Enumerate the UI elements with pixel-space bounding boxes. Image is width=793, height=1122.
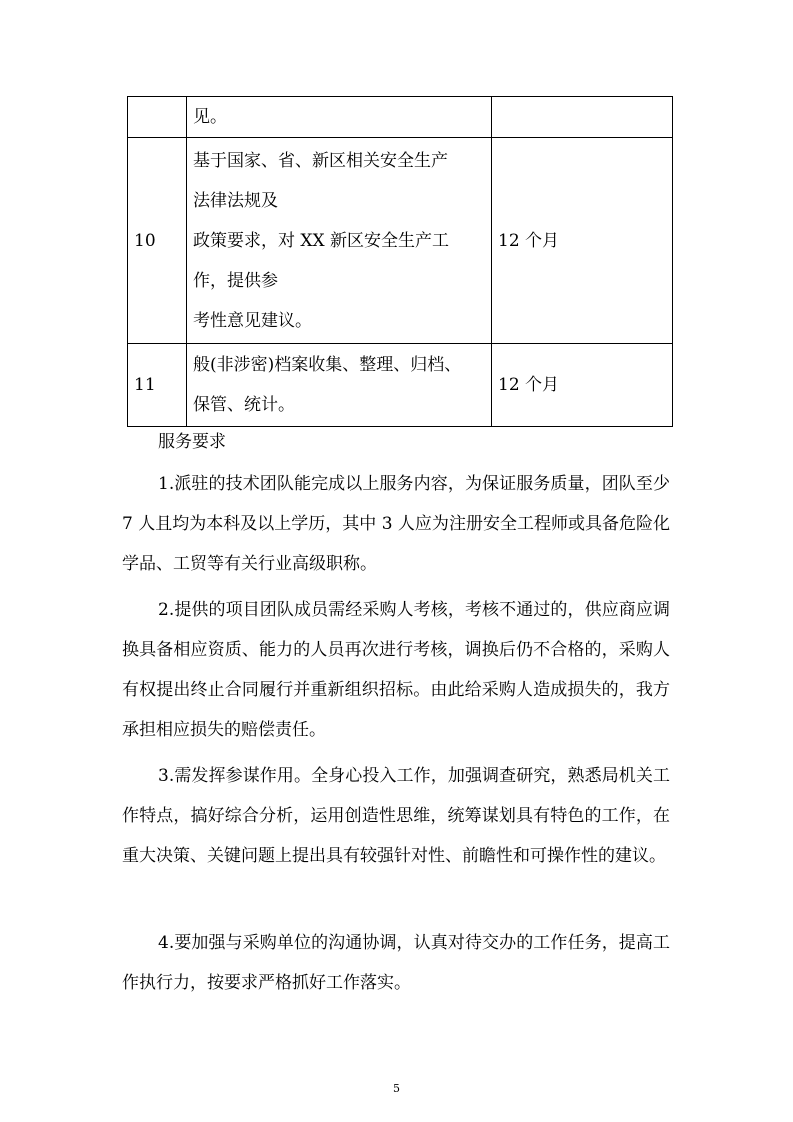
content-line: 政策要求，对 XX 新区安全生产工 [193, 230, 450, 251]
page-number: 5 [393, 1082, 400, 1095]
row-number-cell [128, 97, 187, 138]
content-line: 基于国家、省、新区相关安全生产 [193, 150, 448, 171]
table-row [128, 344, 673, 427]
table-row [128, 138, 673, 344]
row-duration-cell [492, 97, 673, 138]
row-number-cell: 11 [128, 344, 187, 427]
content-line: 般(非涉密)档案收集、整理、归档、 [193, 355, 462, 375]
content-line: 考性意见建议。 [193, 310, 312, 331]
service-table [127, 96, 673, 427]
paragraph-3: 3.需发挥参谋作用。全身心投入工作，加强调查研究，熟悉局机关工作特点，搞好综合分析，运用创造性思维，统筹谋划具有特色的工作，在重大决策、关键问题上提出具有较强针对性、前瞻性和可操作性的建议。 [122, 766, 670, 866]
table-row [128, 97, 673, 138]
row-content-cell [187, 97, 492, 138]
row-duration-cell: 12 个月 [492, 138, 673, 344]
content-line: 作，提供参 [193, 270, 278, 291]
row-content-cell [187, 344, 492, 427]
row-content-cell [187, 138, 492, 344]
row-duration-cell: 12 个月 [492, 344, 673, 427]
row-number-cell: 10 [128, 138, 187, 344]
paragraph-1: 1.派驻的技术团队能完成以上服务内容，为保证服务质量，团队至少 7 人且均为本科及以上学历，其中 3 人应为注册安全工程师或具备危险化学品、工贸等有关行业高级职称。 [122, 474, 670, 574]
section-heading: 服务要求 [158, 432, 226, 452]
paragraph-4: 4.要加强与采购单位的沟通协调，认真对待交办的工作任务，提高工作执行力，按要求严格抓好工作落实。 [122, 933, 670, 993]
paragraph-2: 2.提供的项目团队成员需经采购人考核，考核不通过的，供应商应调换具备相应资质、能力的人员再次进行考核，调换后仍不合格的，采购人有权提出终止合同履行并重新组织招标。由此给采购人造成损失的，我方承担相应损失的赔偿责任。 [122, 600, 670, 740]
content-line: 见。 [193, 107, 227, 127]
content-line: 保管、统计。 [193, 395, 295, 415]
content-line: 法律法规及 [193, 190, 278, 211]
